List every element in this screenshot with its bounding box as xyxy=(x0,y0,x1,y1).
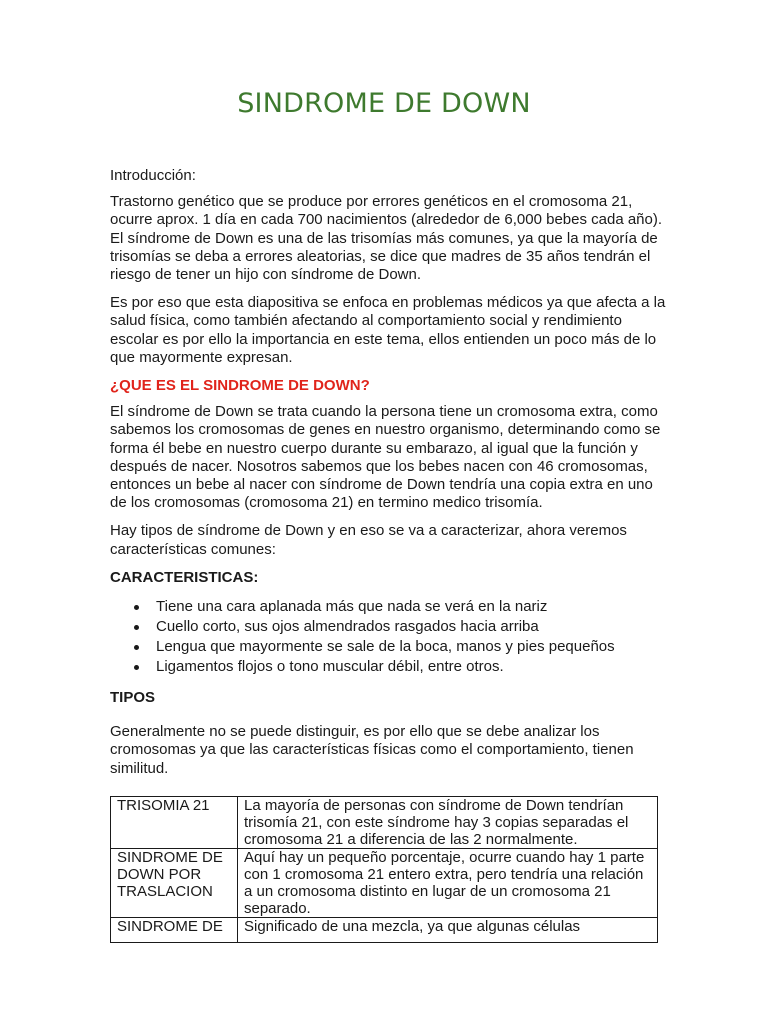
paragraph-1: Trastorno genético que se produce por errores genéticos en el cromosoma 21, ocurre aprox. 1 día en cada 700 nacimientos (alrededor de 6,000 bebes cada año). El síndrome de Down es una de las trisomías más comunes, ya que la mayoría de trisomías se deba a errores aleatorias, se dice que madres de 35 años tendrán el riesgo de tener un hijo con síndrome de Down. xyxy=(110,193,663,284)
paragraph-2: Es por eso que esta diapositiva se enfoca en problemas médicos ya que afecta a la salud física, como también afectando al comportamiento social y rendimiento escolar es por ello la importancia en este tema, ellos entienden un poco más de lo que mayormente expresan. xyxy=(110,294,666,366)
document-title: SINDROME DE DOWN xyxy=(237,88,531,119)
type-name-cell: SINDROME DE xyxy=(111,918,238,943)
paragraph-4: Hay tipos de síndrome de Down y en eso se va a caracterizar, ahora veremos características comunes: xyxy=(110,522,627,558)
type-description-cell: Significado de una mezcla, ya que algunas células xyxy=(238,918,658,943)
intro-label: Introducción: xyxy=(110,167,196,184)
type-name-cell: TRISOMIA 21 xyxy=(111,797,238,849)
characteristic-item: Ligamentos flojos o tono muscular débil, entre otros. xyxy=(110,657,666,677)
types-heading: TIPOS xyxy=(110,689,156,707)
characteristic-item: Tiene una cara aplanada más que nada se verá en la nariz xyxy=(110,597,666,617)
characteristics-heading: CARACTERISTICAS: xyxy=(110,568,259,586)
paragraph-5: Generalmente no se puede distinguir, es por ello que se debe analizar los cromosomas ya que las características físicas como el comportamiento, tienen similitud. xyxy=(110,723,634,777)
type-description-cell: Aquí hay un pequeño porcentaje, ocurre cuando hay 1 parte con 1 cromosoma 21 entero extra, pero tendría una relación a un cromosoma distinto en lugar de un cromosoma 21 separado. xyxy=(238,849,658,918)
table-row xyxy=(111,849,658,918)
table-row xyxy=(111,918,658,943)
type-description-cell: La mayoría de personas con síndrome de Down tendrían trisomía 21, con este síndrome hay 3 copias separadas el cromosoma 21 a diferencia de las 2 normalmente. xyxy=(238,797,658,849)
types-table xyxy=(110,796,658,943)
characteristics-list xyxy=(110,597,666,677)
question-heading: ¿QUE ES EL SINDROME DE DOWN? xyxy=(110,377,370,395)
table-row xyxy=(111,797,658,849)
type-name-cell: SINDROME DE DOWN POR TRASLACION xyxy=(111,849,238,918)
paragraph-3: El síndrome de Down se trata cuando la persona tiene un cromosoma extra, como sabemos los cromosomas de genes en nuestro organismo, determinando como se forma él bebe en nuestro cuerpo durante su embarazo, al igual que la función y después de nacer. Nosotros sabemos que los bebes nacen con 46 cromosomas, entonces un bebe al nacer con síndrome de Down tendría una copia extra en uno de los cromosomas (cromosoma 21) en termino medico trisomía. xyxy=(110,403,661,512)
characteristic-item: Lengua que mayormente se sale de la boca, manos y pies pequeños xyxy=(110,637,666,657)
characteristic-item: Cuello corto, sus ojos almendrados rasgados hacia arriba xyxy=(110,617,666,637)
document-body xyxy=(110,167,666,778)
